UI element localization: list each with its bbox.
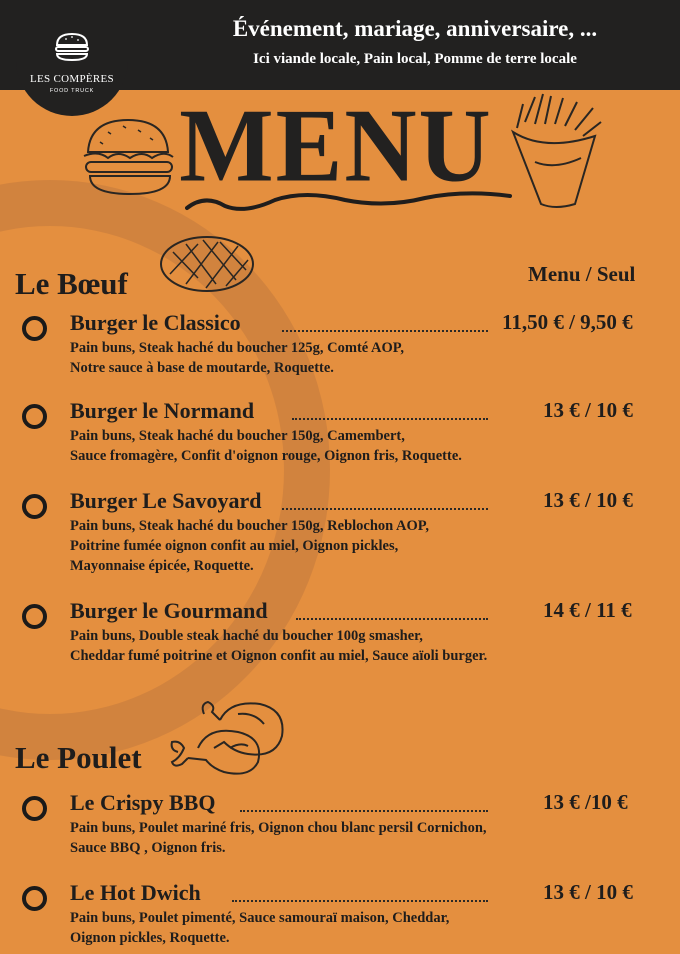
circle-bullet-icon bbox=[22, 404, 47, 429]
logo bbox=[16, 0, 128, 116]
burger-logo-icon bbox=[54, 32, 90, 62]
section-title-boeuf: Le Bœuf bbox=[15, 266, 128, 301]
dot-leader bbox=[282, 508, 488, 510]
item-price: 11,50 € / 9,50 € bbox=[502, 310, 633, 334]
item-price: 14 € / 11 € bbox=[543, 598, 632, 622]
description-line: Pain buns, Poulet pimenté, Sauce samouraï maison, Cheddar, bbox=[70, 910, 450, 926]
circle-bullet-icon bbox=[22, 494, 47, 519]
description-line: Pain buns, Poulet mariné fris, Oignon chou blanc persil Cornichon, bbox=[70, 820, 487, 836]
description-line: Sauce BBQ , Oignon fris. bbox=[70, 840, 226, 856]
dot-leader bbox=[232, 900, 488, 902]
burger-sketch-icon bbox=[78, 110, 178, 200]
price-column-header: Menu / Seul bbox=[528, 262, 636, 286]
patty-sketch-icon bbox=[158, 234, 256, 294]
description-line: Mayonnaise épicée, Roquette. bbox=[70, 558, 254, 574]
description-line: Pain buns, Steak haché du boucher 150g, Camembert, bbox=[70, 428, 405, 444]
headline: Événement, mariage, anniversaire, ... bbox=[232, 16, 598, 41]
subline: Ici viande locale, Pain local, Pomme de terre locale bbox=[253, 51, 577, 67]
item-description bbox=[70, 908, 449, 948]
item-description bbox=[70, 818, 487, 858]
item-price: 13 € / 10 € bbox=[543, 880, 633, 904]
item-name: Burger Le Savoyard bbox=[70, 488, 262, 513]
logo-subtitle: FOOD TRUCK bbox=[49, 88, 95, 94]
section-title-poulet: Le Poulet bbox=[15, 740, 142, 775]
dot-leader bbox=[240, 810, 488, 812]
item-description bbox=[70, 626, 487, 666]
item-description bbox=[70, 338, 404, 378]
description-line: Pain buns, Double steak haché du boucher 100g smasher, bbox=[70, 628, 423, 644]
description-line: Pain buns, Steak haché du boucher 150g, Reblochon AOP, bbox=[70, 518, 429, 534]
dot-leader bbox=[296, 618, 488, 620]
description-line: Cheddar fumé poitrine et Oignon confit au miel, Sauce aïoli burger. bbox=[70, 648, 488, 664]
description-line: Sauce fromagère, Confit d'oignon rouge, Oignon fris, Roquette. bbox=[70, 448, 462, 464]
item-name: Le Crispy BBQ bbox=[70, 790, 216, 815]
circle-bullet-icon bbox=[22, 886, 47, 911]
fries-sketch-icon bbox=[505, 92, 605, 212]
description-line: Oignon pickles, Roquette. bbox=[70, 930, 230, 946]
dot-leader bbox=[292, 418, 488, 420]
item-name: Le Hot Dwich bbox=[70, 880, 201, 905]
circle-bullet-icon bbox=[22, 604, 47, 629]
drumstick-sketch-icon bbox=[168, 698, 290, 780]
item-name: Burger le Classico bbox=[70, 310, 241, 335]
circle-bullet-icon bbox=[22, 316, 47, 341]
item-name: Burger le Gourmand bbox=[70, 598, 268, 623]
item-price: 13 € /10 € bbox=[543, 790, 628, 814]
logo-name: LES COMPÈRES bbox=[30, 73, 114, 85]
item-description bbox=[70, 516, 429, 576]
description-line: Notre sauce à base de moutarde, Roquette. bbox=[70, 360, 334, 376]
item-price: 13 € / 10 € bbox=[543, 488, 633, 512]
title-underline bbox=[185, 186, 515, 216]
item-price: 13 € / 10 € bbox=[543, 398, 633, 422]
description-line: Pain buns, Steak haché du boucher 125g, Comté AOP, bbox=[70, 340, 404, 356]
circle-bullet-icon bbox=[22, 796, 47, 821]
description-line: Poitrine fumée oignon confit au miel, Oignon pickles, bbox=[70, 538, 399, 554]
dot-leader bbox=[282, 330, 488, 332]
item-description bbox=[70, 426, 462, 466]
item-name: Burger le Normand bbox=[70, 398, 255, 423]
menu-title: MENU bbox=[179, 87, 493, 204]
